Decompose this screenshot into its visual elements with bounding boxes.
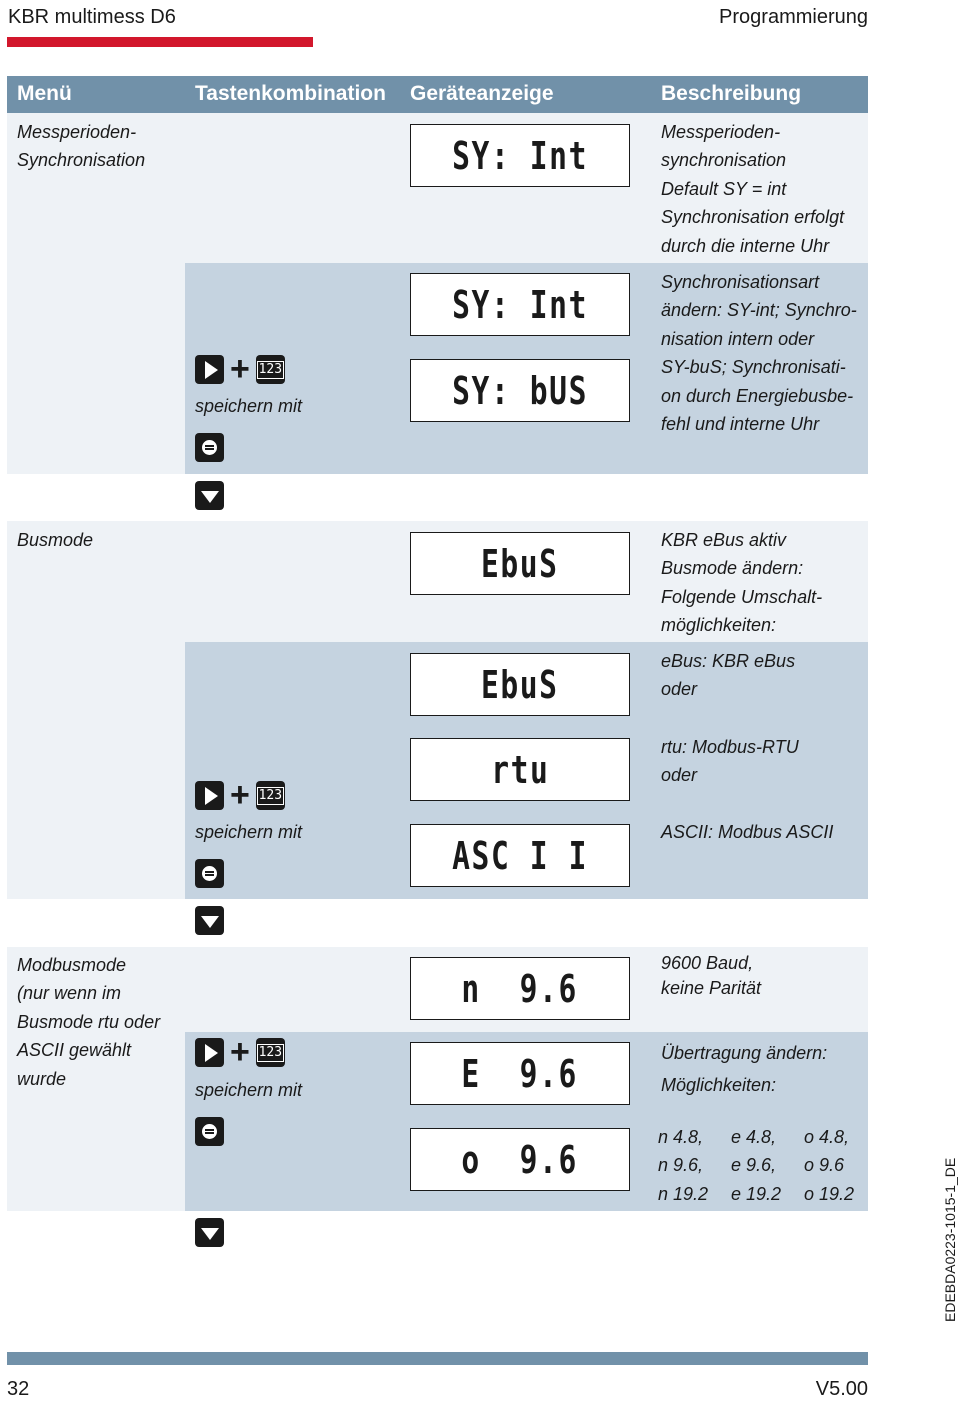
menu-busmode: Busmode [17,530,94,550]
col-menu: Menü [17,82,72,105]
lcd-display: SY: Int [410,124,630,187]
doc-title: KBR multimess D6 [8,6,176,28]
key-combination [195,1033,285,1071]
arrow-down-key-icon [195,481,224,510]
digits-key-icon: 123 [256,1038,285,1067]
desc-busmode-opt2: rtu: Modbus-RTU oder [661,737,799,786]
digits-key-icon: 123 [256,781,285,810]
plus-icon: + [230,350,250,388]
play-right-key-icon [195,355,224,384]
desc-sync-options: Synchronisationsart ändern: SY-int; Synchro- nisation intern oder SY-buS; Synchronisati- on durch Energiebusbe- fehl und interne Uhr [661,272,857,435]
plus-icon: + [230,1033,250,1071]
key-combination [195,350,285,388]
enter-key-icon [195,433,224,462]
col-keys: Tastenkombination [195,82,386,105]
desc-sync: Messperioden- synchronisation Default SY = int Synchronisation erfolgt durch die interne Uhr [661,122,845,256]
lcd-display: n 9.6 [410,957,630,1020]
version: V5.00 [815,1378,868,1400]
page-number: 32 [7,1378,30,1400]
section-title: Programmierung [719,6,868,28]
lcd-display: EbuS [410,653,630,716]
table-header [7,76,868,113]
save-label: speichern mit [195,822,303,842]
enter-key-icon [195,859,224,888]
lcd-display: ASC I I [410,824,630,887]
footer-bar [7,1352,868,1365]
lcd-display: E 9.6 [410,1042,630,1105]
play-right-key-icon [195,1038,224,1067]
menu-modbus: Modbusmode (nur wenn im Busmode rtu oder ASCII gewählt wurde [17,955,161,1089]
desc-busmode-opt1: eBus: KBR eBus oder [661,651,796,700]
menu-sync: Messperioden- Synchronisation [17,122,146,171]
desc-modbus-options: Übertragung ändern: Möglichkeiten: [661,1043,828,1095]
key-combination [195,776,285,814]
col-display: Geräteanzeige [410,82,554,105]
desc-modbus: 9600 Baud, keine Parität [661,953,762,998]
lcd-display: EbuS [410,532,630,595]
play-right-key-icon [195,781,224,810]
plus-icon: + [230,776,250,814]
col-description: Beschreibung [661,82,802,105]
save-label: speichern mit [195,396,303,416]
lcd-display: SY: bUS [410,359,630,422]
enter-key-icon [195,1117,224,1146]
baud-options-grid: n 4.8, e 4.8, o 4.8, n 9.6, e 9.6, o 9.6 n 19.2 e 19.2 o 19.2 [658,1127,855,1204]
desc-busmode: KBR eBus aktiv Busmode ändern: Folgende Umschalt- möglichkeiten: [661,530,823,636]
lcd-display: o 9.6 [410,1128,630,1191]
save-label: speichern mit [195,1080,303,1100]
doc-id: EDEBDA0223-1015-1_DE [942,1157,958,1322]
desc-busmode-opt3: ASCII: Modbus ASCII [661,822,834,842]
arrow-down-key-icon [195,906,224,935]
lcd-display: rtu [410,738,630,801]
accent-bar [7,37,313,47]
arrow-down-key-icon [195,1218,224,1247]
lcd-display: SY: Int [410,273,630,336]
digits-key-icon: 123 [256,355,285,384]
